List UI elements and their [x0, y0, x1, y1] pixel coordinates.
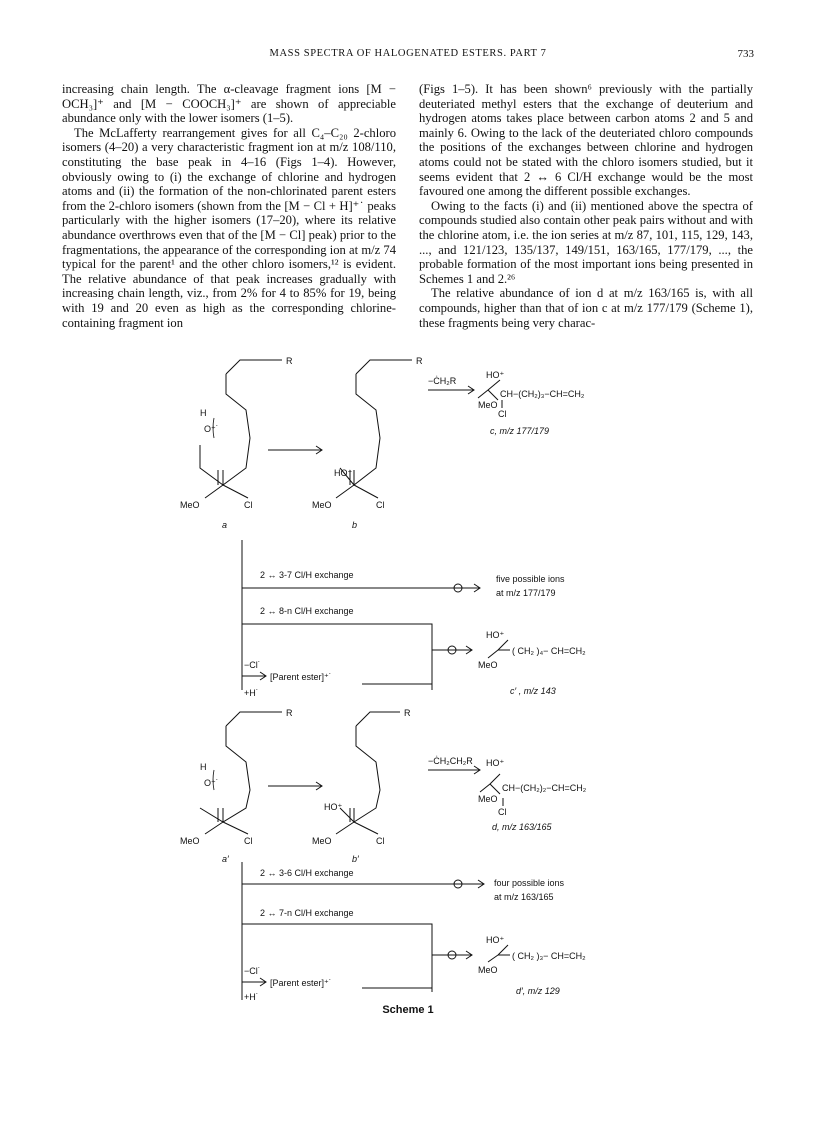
meo-label: MeO [312, 836, 332, 846]
paragraph: Owing to the facts (i) and (ii) mentioned above the spectra of compounds studied also contain other peak pairs without and with the chlorine atom, i.e. the ion series at m/z 87, 101, 115, 129, 143, ..., and 121/123, 135/137, 149/151, 163/165, 177/179, ..., the probable formation of the most important ions being presented in Schemes 1 and 2.²⁶ [419, 198, 753, 286]
meo-label: MeO [478, 660, 498, 670]
exchange-label: 2 ↔ 8-n Cl/H exchange [260, 606, 354, 616]
meo-label: MeO [478, 794, 498, 804]
parent-ester-label: [Parent ester]⁺˙ [270, 672, 332, 682]
ho-plus-label: HO⁺ [486, 370, 505, 380]
o-radical: O⁺˙ [204, 778, 219, 788]
r-group: R [416, 356, 423, 366]
cl-label: Cl [498, 409, 507, 419]
ion-c-prime-label: c′ , m/z 143 [510, 686, 556, 696]
possible-ions-label: five possible ions [496, 574, 565, 584]
cl-label: Cl [498, 807, 507, 817]
h-atom: H [200, 408, 207, 418]
cl-label: Cl [244, 836, 253, 846]
running-title: MASS SPECTRA OF HALOGENATED ESTERS. PART 7 [269, 48, 547, 59]
meo-label: MeO [478, 400, 498, 410]
chain-label: CH−(CH₂)₃−CH=CH₂ [500, 389, 585, 399]
meo-label: MeO [312, 500, 332, 510]
meo-label: MeO [180, 836, 200, 846]
chain-label: ( CH₂ )₄− CH=CH₂ [512, 646, 586, 656]
cl-label: Cl [376, 836, 385, 846]
ho-plus-label: HO⁺ [334, 468, 353, 478]
r-group: R [404, 708, 411, 718]
exchange-label: 2 ↔ 7-n Cl/H exchange [260, 908, 354, 918]
exchange-label: 2 ↔ 3-7 Cl/H exchange [260, 570, 354, 580]
chain-label: ( CH₂ )₃− CH=CH₂ [512, 951, 586, 961]
ion-d-label: d, m/z 163/165 [492, 822, 552, 832]
exchange-label: 2 ↔ 3-6 Cl/H exchange [260, 868, 354, 878]
label-b-prime: b′ [352, 854, 359, 864]
r-group: R [286, 708, 293, 718]
scheme-caption: Scheme 1 [382, 1004, 434, 1016]
label-a: a [222, 520, 228, 530]
ho-plus-label: HO⁺ [324, 802, 343, 812]
r-group: R [286, 356, 293, 366]
label-a-prime: a′ [222, 854, 229, 864]
plus-h-label: +H˙ [244, 992, 259, 1002]
chain-label: CH−(CH₂)₂−CH=CH₂ [502, 783, 587, 793]
page-number: 733 [737, 48, 754, 60]
plus-h-label: +H˙ [244, 688, 259, 698]
cl-label: Cl [376, 500, 385, 510]
loss-label: −ĊH₂CH₂R [428, 756, 473, 766]
ion-d-prime-label: d′, m/z 129 [516, 986, 560, 996]
paragraph: The McLafferty rearrangement gives for all C₄–C₂₀ 2-chloro isomers (4–20) a very characteristic fragment ion at m/z 108/110, constituting the base peak in 4–16 (Figs 1–4). However, obviously owing to (i) the exchange of chlorine and hydrogen atoms and (ii) the formation of the non-chlorinated parent esters from the 2-chloro isomers (shown from the [M − Cl + H]⁺˙ peaks particularly with the higher isomers (17–20), where its relative abundance overthrows even that of the [M − Cl] peak) prior to the fragmentations, the appearance of the corresponding ion at m/z 74 typical for the parent¹ and the other chloro isomers,¹² is evident. The relative abundance of that peak increases gradually with increasing chain length, viz., from 2% for 4 to 85% for 19, being with 19 and 20 even as high as the corresponding chlorine-containing fragment ion [62, 125, 396, 330]
minus-cl-label: −Cl˙ [244, 660, 261, 670]
meo-label: MeO [478, 965, 498, 975]
possible-ions-mz: at m/z 177/179 [496, 588, 556, 598]
ion-c-label: c, m/z 177/179 [490, 426, 550, 436]
parent-ester-label: [Parent ester]⁺˙ [270, 978, 332, 988]
o-radical: O⁺˙ [204, 424, 219, 434]
label-b: b [352, 520, 358, 530]
cl-label: Cl [244, 500, 253, 510]
possible-ions-mz: at m/z 163/165 [494, 892, 554, 902]
meo-label: MeO [180, 500, 200, 510]
loss-label: −ĊH₂R [428, 376, 457, 386]
paragraph: The relative abundance of ion d at m/z 163/165 is, with all compounds, higher than that of ion c at m/z 177/179 (Scheme 1), these fragments being very charac- [419, 286, 753, 330]
h-atom: H [200, 762, 207, 772]
paragraph: increasing chain length. The α-cleavage fragment ions [M − OCH₃]⁺ and [M − COOCH₃]⁺ are shown of appreciable abundance only with the lower isomers (1–5). [62, 82, 396, 126]
ho-plus-label: HO⁺ [486, 935, 505, 945]
ho-plus-label: HO⁺ [486, 758, 505, 768]
paragraph: (Figs 1–5). It has been shown⁶ previously with the partially deuteriated methyl esters that the exchange of deuterium and hydrogen atoms takes place between carbon atoms 2 and 5 and mainly 6. Owing to the lack of the deuteriated chloro compounds the positions of the exchanges between chlorine and hydrogen atoms could not be stated with the chloro isomers studied, but it seems evident that 2 ↔ 6 Cl/H exchange would be the most favoured one among the different possible exchanges. [419, 82, 753, 199]
minus-cl-label: −Cl˙ [244, 966, 261, 976]
ho-plus-label: HO⁺ [486, 630, 505, 640]
possible-ions-label: four possible ions [494, 878, 565, 888]
